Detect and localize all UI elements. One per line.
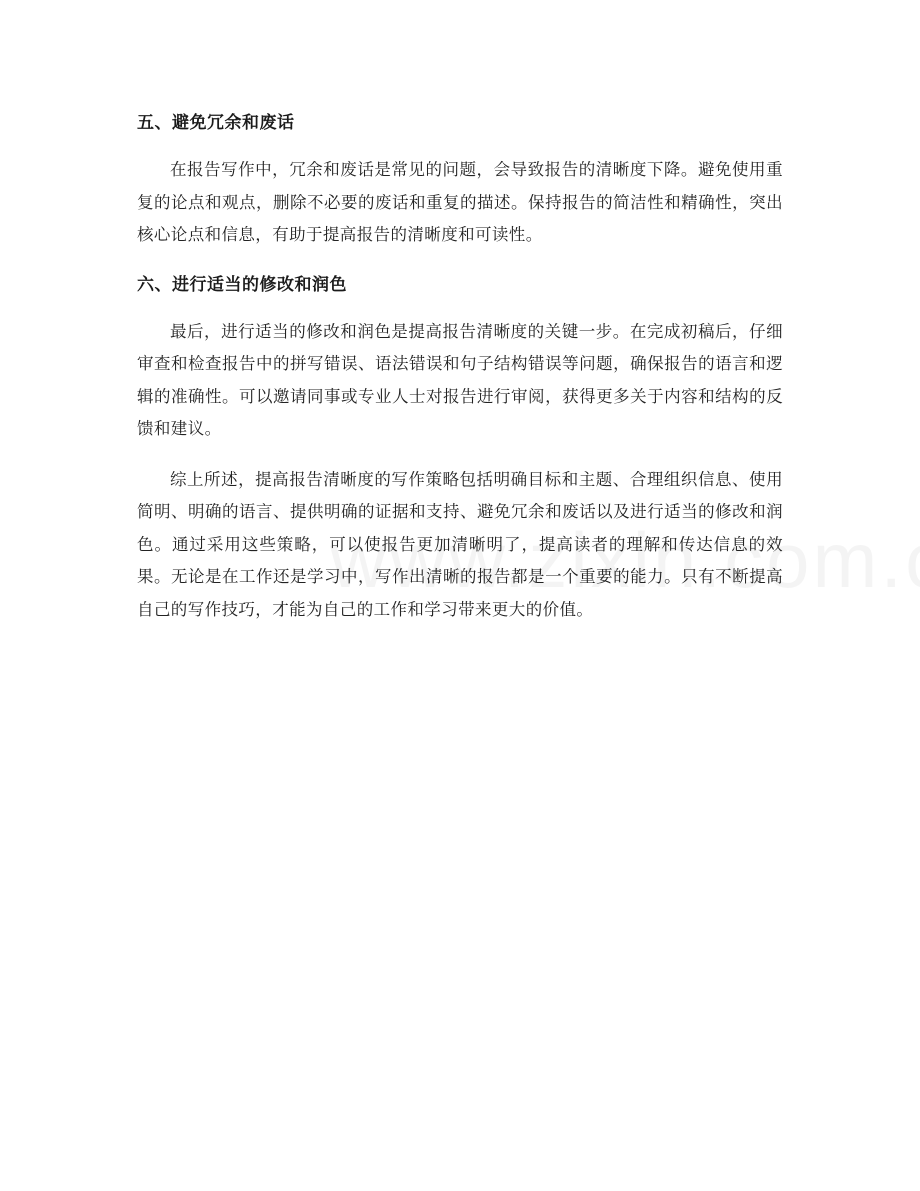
- section-6-paragraph-2: 综上所述，提高报告清晰度的写作策略包括明确目标和主题、合理组织信息、使用简明、明确的语言、提供明确的证据和支持、避免冗余和废话以及进行适当的修改和润色。通过采用这些策略，可以使报告更加清晰明了，提高读者的理解和传达信息的效果。无论是在工作还是学习中，写作出清晰的报告都是一个重要的能力。只有不断提高自己的写作技巧，才能为自己的工作和学习带来更大的价值。: [137, 469, 783, 619]
- document-body: [137, 108, 783, 626]
- section-6-paragraph-1: 最后，进行适当的修改和润色是提高报告清晰度的关键一步。在完成初稿后，仔细审查和检查报告中的拼写错误、语法错误和句子结构错误等问题，确保报告的语言和逻辑的准确性。可以邀请同事或专业人士对报告进行审阅，获得更多关于内容和结构的反馈和建议。: [137, 321, 783, 438]
- section-5-paragraph-1: 在报告写作中，冗余和废话是常见的问题，会导致报告的清晰度下降。避免使用重复的论点和观点，删除不必要的废话和重复的描述。保持报告的简洁性和精确性，突出核心论点和信息，有助于提高报告的清晰度和可读性。: [137, 160, 783, 244]
- section-heading-5: 五、避免冗余和废话: [137, 113, 295, 133]
- section-heading-6: 六、进行适当的修改和润色: [137, 274, 347, 295]
